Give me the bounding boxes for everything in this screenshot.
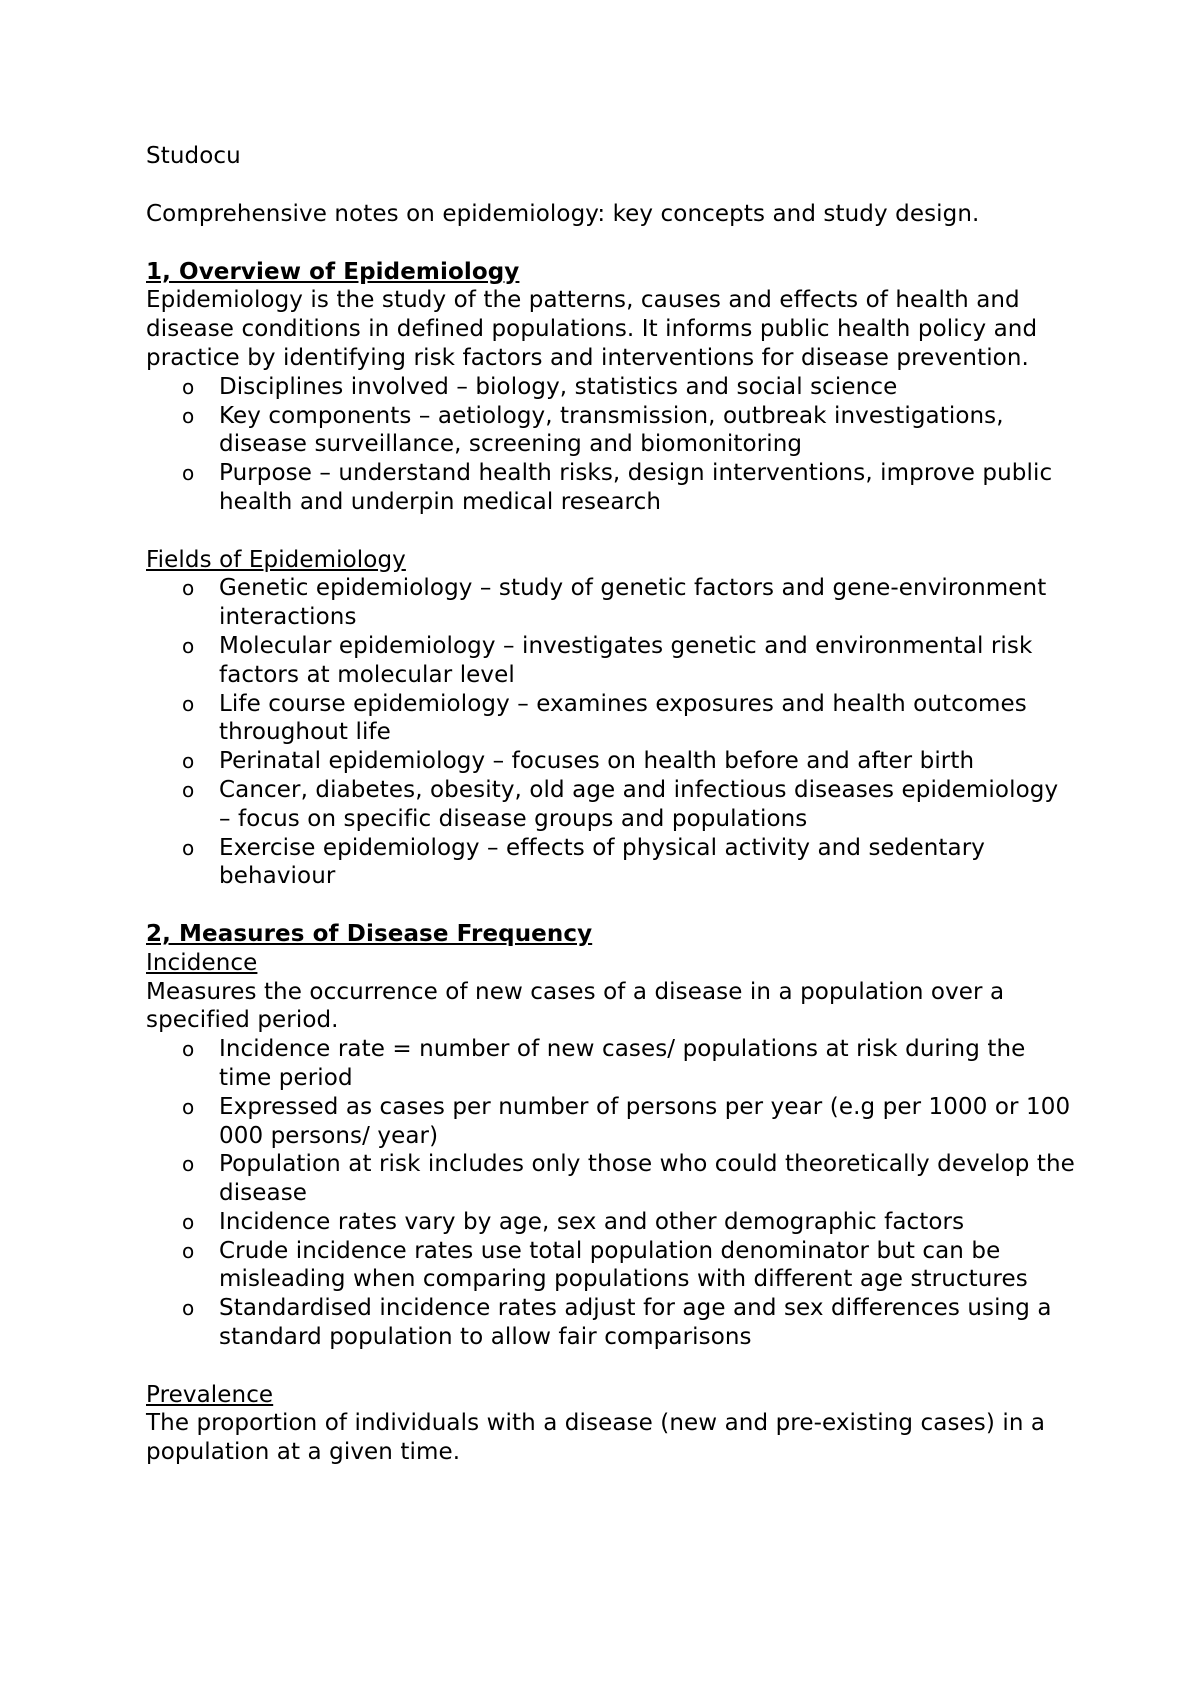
list-item: o Exercise epidemiology – effects of physical activity and sedentary behaviour — [182, 834, 986, 890]
bullet-icon: o — [182, 777, 195, 802]
bullet-icon: o — [182, 1296, 195, 1321]
list-item: o Expressed as cases per number of persons per year (e.g per 1000 or 100 000 persons/ year) — [182, 1093, 1071, 1149]
document-subtitle: Comprehensive notes on epidemiology: key concepts and study design. — [146, 200, 980, 227]
bullet-icon: o — [182, 1238, 195, 1263]
bullet-icon: o — [182, 1152, 195, 1177]
prevalence-intro: The proportion of individuals with a disease (new and pre-existing cases) in a population at a given time. — [146, 1410, 1046, 1466]
incidence-bullet-list — [146, 1035, 1076, 1352]
bullet-icon: o — [182, 835, 195, 860]
list-item: o Crude incidence rates use total population denominator but can be misleading when comparing populations with different age structures — [182, 1237, 1028, 1293]
overview-bullet-list — [146, 373, 1076, 517]
list-item: o Cancer, diabetes, obesity, old age and infectious diseases epidemiology – focus on specific disease groups and populations — [182, 776, 1059, 832]
overview-intro: Epidemiology is the study of the patterns, causes and effects of health and disease conditions in defined populations. It informs public health policy and practice by identifying risk factors and interventions for disease prevention. — [146, 287, 1038, 371]
bullet-icon: o — [182, 1209, 195, 1234]
list-item: o Population at risk includes only those who could theoretically develop the disease — [182, 1151, 1075, 1207]
section-heading-disease-frequency: 2, Measures of Disease Frequency — [146, 920, 593, 947]
document-page — [146, 142, 1076, 1467]
bullet-icon: o — [182, 1094, 195, 1119]
list-item: o Incidence rate = number of new cases/ populations at risk during the time period — [182, 1036, 1026, 1091]
list-item: o Key components – aetiology, transmission, outbreak investigations, disease surveillance, screening and biomonitoring — [182, 402, 1004, 458]
site-name: Studocu — [146, 143, 241, 169]
bullet-icon: o — [182, 403, 195, 428]
bullet-icon: o — [182, 576, 195, 601]
list-item: o Purpose – understand health risks, design interventions, improve public health and underpin medical research — [182, 460, 1053, 515]
bullet-icon: o — [182, 461, 195, 486]
list-item: o Life course epidemiology – examines exposures and health outcomes throughout life — [182, 690, 1027, 746]
section-heading-overview: 1, Overview of Epidemiology — [146, 258, 520, 285]
prevalence-heading: Prevalence — [146, 1381, 274, 1408]
bullet-icon: o — [182, 374, 195, 399]
list-item: o Molecular epidemiology – investigates genetic and environmental risk factors at molecular level — [182, 632, 1033, 688]
list-item: o Disciplines involved – biology, statistics and social science — [182, 373, 898, 400]
fields-heading: Fields of Epidemiology — [146, 546, 406, 573]
incidence-intro: Measures the occurrence of new cases of a disease in a population over a specified period. — [146, 978, 1005, 1034]
list-item: o Standardised incidence rates adjust for age and sex differences using a standard population to allow fair comparisons — [182, 1295, 1052, 1351]
bullet-icon: o — [182, 633, 195, 658]
incidence-heading: Incidence — [146, 949, 258, 976]
bullet-icon: o — [182, 749, 195, 774]
list-item: o Incidence rates vary by age, sex and other demographic factors — [182, 1208, 965, 1235]
bullet-icon: o — [182, 691, 195, 716]
fields-bullet-list — [146, 574, 1076, 891]
bullet-icon: o — [182, 1037, 195, 1062]
list-item: o Perinatal epidemiology – focuses on health before and after birth — [182, 748, 975, 775]
list-item: o Genetic epidemiology – study of genetic factors and gene-environment interactions — [182, 575, 1047, 631]
